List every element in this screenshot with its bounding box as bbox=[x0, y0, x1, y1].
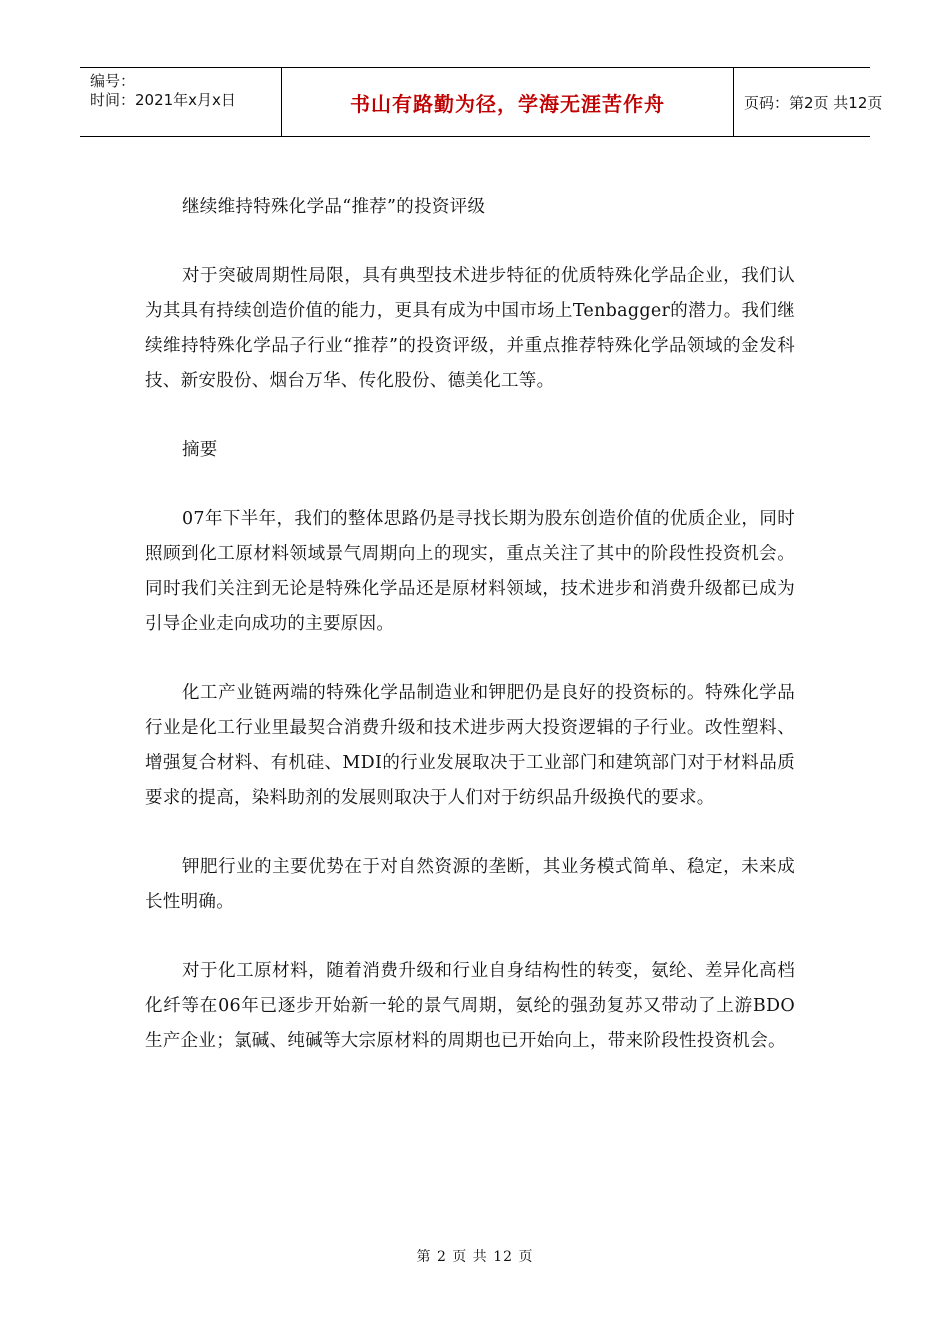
section-heading-summary: 摘要 bbox=[182, 440, 218, 460]
page-footer: 第 2 页 共 12 页 bbox=[416, 1249, 534, 1265]
paragraph-rating: 对于突破周期性局限，具有典型技术进步特征的优质特殊化学品企业，我们认为其具有持续创造价值的能力，更具有成为中国市场上Tenbagger的潜力。我们继续维持特殊化学品子行业“推荐”的投资评级，并重点推荐特殊化学品领域的金发科技、新安股份、烟台万华、传化股份、德美化工等。 bbox=[145, 266, 795, 391]
header-motto: 书山有路勤为径，学海无涯苦作舟 bbox=[350, 91, 665, 116]
page-header bbox=[80, 67, 883, 137]
number-label: 编号： bbox=[90, 72, 136, 90]
paragraph-summary-1: 07年下半年，我们的整体思路仍是寻找长期为股东创造价值的优质企业，同时照顾到化工原材料领域景气周期向上的现实，重点关注了其中的阶段性投资机会。同时我们关注到无论是特殊化学品还是原材料领域，技术进步和消费升级都已成为引导企业走向成功的主要原因。 bbox=[145, 509, 795, 634]
header-meta bbox=[80, 68, 282, 136]
time-line: 时间：2021年x月x日 bbox=[90, 91, 236, 109]
document-body bbox=[145, 190, 795, 1093]
header-motto-cell bbox=[282, 68, 734, 136]
section-heading-rating: 继续维持特殊化学品“推荐”的投资评级 bbox=[182, 197, 486, 217]
paragraph-potash: 钾肥行业的主要优势在于对自然资源的垄断，其业务模式简单、稳定，未来成长性明确。 bbox=[145, 857, 795, 912]
paragraph-summary-2: 化工产业链两端的特殊化学品制造业和钾肥仍是良好的投资标的。特殊化学品行业是化工行业里最契合消费升级和技术进步两大投资逻辑的子行业。改性塑料、增强复合材料、有机硅、MDI的行业发展取决于工业部门和建筑部门对于材料品质要求的提高，染料助剂的发展则取决于人们对于纺织品升级换代的要求。 bbox=[145, 683, 795, 808]
header-page-info: 页码：第2页 共12页 bbox=[744, 93, 883, 112]
paragraph-raw-materials: 对于化工原材料，随着消费升级和行业自身结构性的转变，氨纶、差异化高档化纤等在06年已逐步开始新一轮的景气周期，氨纶的强劲复苏又带动了上游BDO生产企业；氯碱、纯碱等大宗原材料的周期也已开始向上，带来阶段性投资机会。 bbox=[145, 961, 795, 1051]
